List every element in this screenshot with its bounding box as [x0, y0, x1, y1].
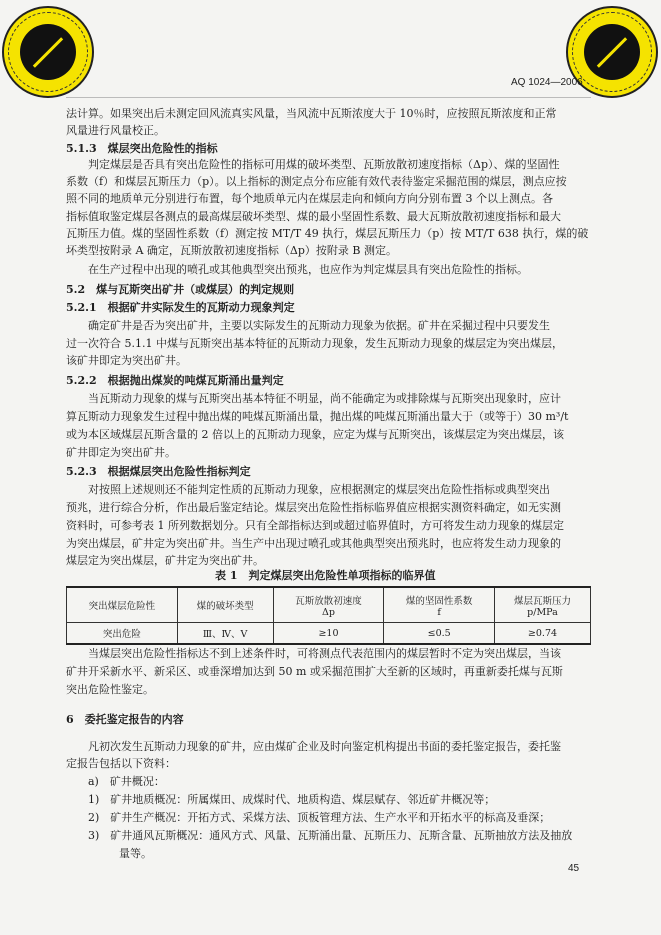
- para-line: 指标值取鉴定煤层各测点的最高煤层破坏类型、煤的最小坚固性系数、最大瓦斯放散初速度指标和最大: [66, 210, 561, 223]
- table-caption: 表 1 判定煤层突出危险性单项指标的临界值: [215, 569, 436, 582]
- para-line: 法计算。如果突出后未测定回风流真实风量，当风流中瓦斯浓度大于 10％时，应按照瓦斯浓度和正常: [66, 107, 557, 120]
- para-line: 煤层定为突出煤层，矿井定为突出矿井。: [66, 554, 264, 567]
- stamp-center: [20, 24, 76, 80]
- list-item-continuation: 量等。: [119, 847, 152, 860]
- para-line: 风量进行风量校正。: [66, 124, 165, 137]
- section-heading: 5.2.3 根据煤层突出危险性指标判定: [66, 465, 251, 478]
- col-header-gas-pressure: 煤层瓦斯压力 p/MPa: [494, 587, 590, 623]
- para-line: 判定煤层是否具有突出危险性的指标可用煤的破坏类型、瓦斯放散初速度指标（Δp）、煤的坚固性: [88, 158, 560, 171]
- section-heading: 5.1.3 煤层突出危险性的指标: [66, 142, 218, 155]
- doc-code-header: AQ 1024—2006: [511, 77, 583, 88]
- para-line: 预兆，进行综合分析，作出最后鉴定结论。煤层突出危险性指标临界值应根据实测资料确定，如无实测: [66, 501, 561, 514]
- para-line: 算瓦斯动力现象发生过程中抛出煤的吨煤瓦斯涌出量，抛出煤的吨煤瓦斯涌出量大于（或等于）30 m³/t: [66, 410, 569, 423]
- pdf-xchange-stamp-left[interactable]: [2, 6, 94, 98]
- para-line: 确定矿井是否为突出矿井，主要以实际发生的瓦斯动力现象为依据。矿井在采掘过程中只要发生: [88, 319, 550, 332]
- para-line: 矿井开采新水平、新采区、或垂深增加达到 50 m 或采掘范围扩大至新的区域时，再重新委托煤与瓦斯: [66, 665, 563, 678]
- para-line: 矿井即定为突出矿井。: [66, 446, 176, 459]
- page-number: 45: [568, 863, 580, 874]
- list-item: 2) 矿井生产概况：开拓方式、采煤方法、顶板管理方法、生产水平和开拓水平的标高及垂深；: [88, 811, 551, 824]
- list-item: 1) 矿井地质概况：所属煤田、成煤时代、地质构造、煤层赋存、邻近矿井概况等；: [88, 793, 496, 806]
- para-line: 瓦斯压力值。煤的坚固性系数（f）测定按 MT/T 49 执行，煤层瓦斯压力（p）按 MT/T 638 执行，煤的破: [66, 227, 589, 240]
- section-heading: 5.2 煤与瓦斯突出矿井（或煤层）的判定规则: [66, 283, 295, 296]
- table-row: [67, 623, 591, 645]
- cell-gas-velocity: ≥10: [273, 623, 384, 645]
- stamp-center: [584, 24, 640, 80]
- cell-destruction-type: Ⅲ、Ⅳ、Ⅴ: [177, 623, 273, 645]
- list-item: 3) 矿井通风瓦斯概况：通风方式、风量、瓦斯涌出量、瓦斯压力、瓦斯含量、瓦斯抽放方法及抽放: [88, 829, 573, 842]
- para-line: 或为本区域煤层瓦斯含量的 2 倍以上的瓦斯动力现象，应定为煤与瓦斯突出，该煤层定为突出煤层，该: [66, 428, 564, 441]
- header-rule: [66, 97, 591, 98]
- section-heading: 6 委托鉴定报告的内容: [66, 713, 184, 726]
- col-header-destruction-type: 煤的破坏类型: [177, 587, 273, 623]
- cell-danger: 突出危险: [67, 623, 178, 645]
- section-heading: 5.2.2 根据抛出煤炭的吨煤瓦斯涌出量判定: [66, 374, 284, 387]
- para-line: 突出危险性鉴定。: [66, 683, 154, 696]
- para-line: 为突出煤层，矿井定为突出矿井。当生产中出现过喷孔或其他典型突出预兆时，也应将发生动力现象的: [66, 537, 561, 550]
- para-line: 在生产过程中出现的喷孔或其他典型突出预兆，也应作为判定煤层具有突出危险性的指标。: [88, 263, 528, 276]
- list-item: a) 矿井概况：: [88, 775, 165, 788]
- para-line: 该矿井即定为突出矿井。: [66, 354, 187, 367]
- para-line: 照不同的地质单元分别进行布置，每个地质单元内在煤层走向和倾向方向分别布置 3 个以上测点。各: [66, 192, 553, 205]
- criteria-table: [66, 586, 591, 645]
- col-header-gas-velocity: 瓦斯放散初速度 Δp: [273, 587, 384, 623]
- para-line: 凡初次发生瓦斯动力现象的矿井，应由煤矿企业及时向鉴定机构提出书面的委托鉴定报告，委托鉴: [88, 740, 561, 753]
- para-line: 当瓦斯动力现象的煤与瓦斯突出基本特征不明显，尚不能确定为或排除煤与瓦斯突出现象时，应计: [88, 392, 561, 405]
- col-header-danger: 突出煤层危险性: [67, 587, 178, 623]
- stamp-slash: [33, 37, 63, 67]
- cell-gas-pressure: ≥0.74: [494, 623, 590, 645]
- para-line: 过一次符合 5.1.1 中煤与瓦斯突出基本特征的瓦斯动力现象，发生瓦斯动力现象的煤层定为突出煤层，: [66, 337, 563, 350]
- para-line: 对按照上述规则还不能判定性质的瓦斯动力现象，应根据测定的煤层突出危险性指标或典型突出: [88, 483, 550, 496]
- stamp-slash: [597, 37, 627, 67]
- para-line: 资料时，可参考表 1 所列数据划分。只有全部指标达到或超过临界值时，方可将发生动力现象的煤层定: [66, 519, 564, 532]
- para-line: 系数（f）和煤层瓦斯压力（p）。以上指标的测定点分布应能有效代表待鉴定采掘范围的煤层，测点应按: [66, 175, 567, 188]
- cell-firmness: ≤0.5: [384, 623, 495, 645]
- col-header-firmness: 煤的坚固性系数 f: [384, 587, 495, 623]
- para-line: 定报告包括以下资料：: [66, 757, 176, 770]
- para-line: 当煤层突出危险性指标达不到上述条件时，可将测点代表范围内的煤层暂时不定为突出煤层，当该: [88, 647, 561, 660]
- para-line: 坏类型按附录 A 确定，瓦斯放散初速度指标（Δp）按附录 B 测定。: [66, 244, 397, 257]
- section-heading: 5.2.1 根据矿井实际发生的瓦斯动力现象判定: [66, 301, 295, 314]
